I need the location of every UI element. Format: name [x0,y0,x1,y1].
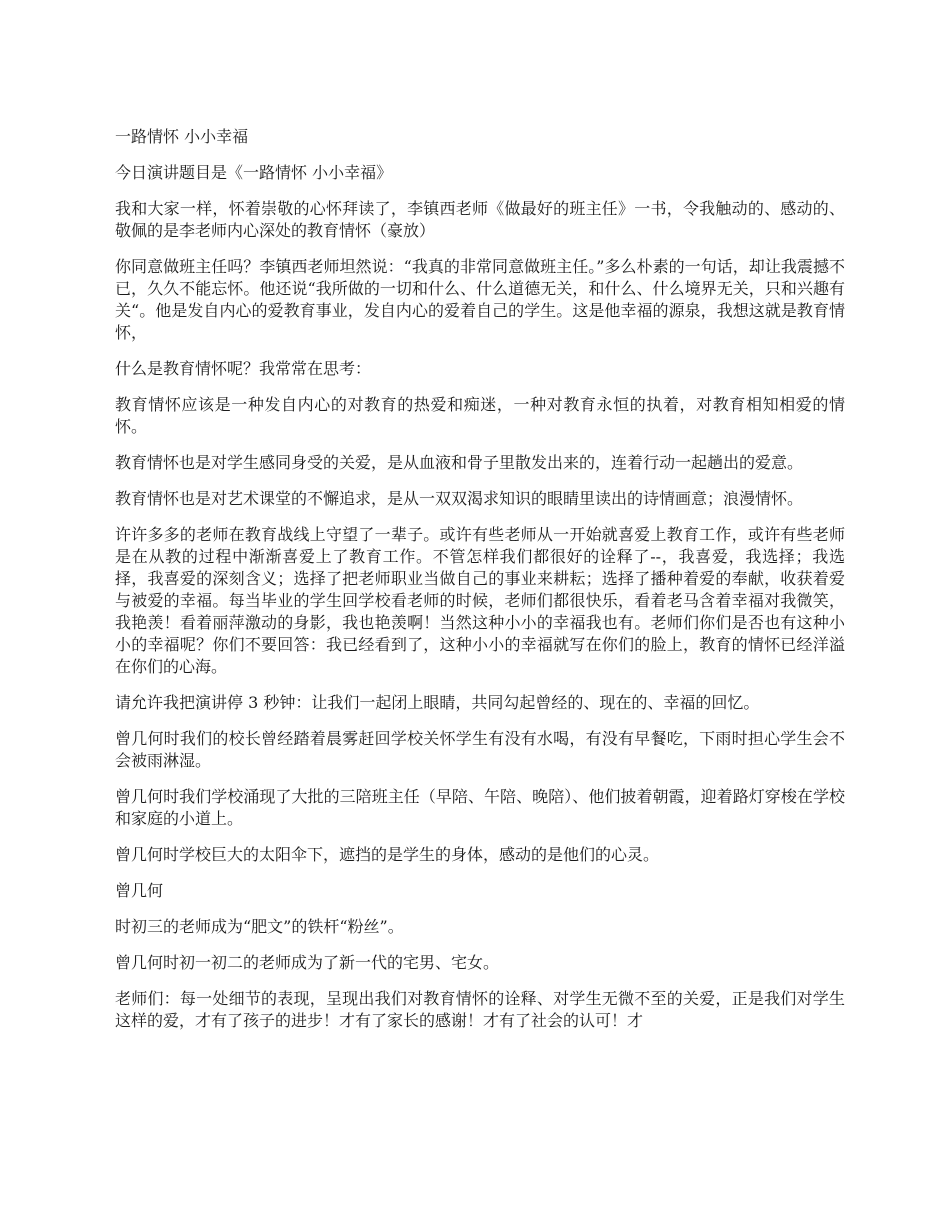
paragraph-li-zhenxi-quote: 你同意做班主任吗？李镇西老师坦然说：“我真的非常同意做班主任。”多么朴素的一句话，却让我震撼不已，久久不能忘怀。他还说“我所做的一切和什么、什么道德无关，和什么、什么境界无关，只和兴趣有关“。他是发自内心的爱教育事业，发自内心的爱着自己的学生。这是他幸福的源泉，我想这就是教育情怀， [115,257,845,342]
paragraph-principal: 曾几何时我们的校长曾经踏着晨雾赶回学校关怀学生有没有水喝，有没有早餐吃，下雨时担心学生会不会被雨淋湿。 [115,729,845,770]
paragraph-pause: 请允许我把演讲停 3 秒钟：让我们一起闭上眼睛，共同勾起曾经的、现在的、幸福的回忆。 [115,693,760,712]
paragraph-fragment: 曾几何 [115,881,164,900]
document-page [115,126,845,1046]
paragraph-definition-1: 教育情怀应该是一种发自内心的对教育的热爱和痴迷，一种对教育永恒的执着，对教育相知相爱的情怀。 [115,395,845,436]
paragraph-fans: 时初三的老师成为“肥文”的铁杆“粉丝”。 [115,917,404,936]
paragraph-closing: 老师们：每一处细节的表现，呈现出我们对教育情怀的诠释、对学生无微不至的关爱，正是我们对学生这样的爱，才有了孩子的进步！才有了家长的感谢！才有了社会的认可！才 [115,989,845,1030]
paragraph-umbrella: 曾几何时学校巨大的太阳伞下，遮挡的是学生的身体，感动的是他们的心灵。 [115,845,660,864]
paragraph-teachers: 许许多多的老师在教育战线上守望了一辈子。或许有些老师从一开始就喜爱上教育工作，或许有些老师是在从教的过程中渐渐喜爱上了教育工作。不管怎样我们都很好的诠释了--，我喜爱，我选择；我选择，我喜爱的深刻含义；选择了把老师职业当做自己的事业来耕耘；选择了播种着爱的奉献，收获着爱与被爱的幸福。每当毕业的学生回学校看老师的时候，老师们都很快乐，看着老马含着幸福对我微笑，我艳羡！看着丽萍激动的身影，我也艳羡啊！当然这种小小的幸福我也有。老师们你们是否也有这种小小的幸福呢？你们不要回答：我已经看到了，这种小小的幸福就写在你们的脸上，教育的情怀已经洋溢在你们的心海。 [115,525,845,676]
paragraph-homebodies: 曾几何时初一初二的老师成为了新一代的宅男、宅女。 [115,953,500,972]
paragraph-question: 什么是教育情怀呢？我常常在思考： [115,359,372,378]
paragraph-definition-3: 教育情怀也是对艺术课堂的不懈追求，是从一双双渴求知识的眼睛里读出的诗情画意；浪漫情怀。 [115,489,804,508]
paragraph-definition-2: 教育情怀也是对学生感同身受的关爱，是从血液和骨子里散发出来的，连着行动一起趟出的爱意。 [115,453,804,472]
paragraph-topic: 今日演讲题目是《一路情怀 小小幸福》 [115,163,393,182]
paragraph-head-teachers: 曾几何时我们学校涌现了大批的三陪班主任（早陪、午陪、晚陪）、他们披着朝霞，迎着路灯穿梭在学校和家庭的小道上。 [115,787,845,828]
paragraph-intro: 我和大家一样，怀着崇敬的心怀拜读了，李镇西老师《做最好的班主任》一书，令我触动的、感动的、敬佩的是李老师内心深处的教育情怀（豪放） [115,199,845,240]
document-title: 一路情怀 小小幸福 [115,127,249,146]
